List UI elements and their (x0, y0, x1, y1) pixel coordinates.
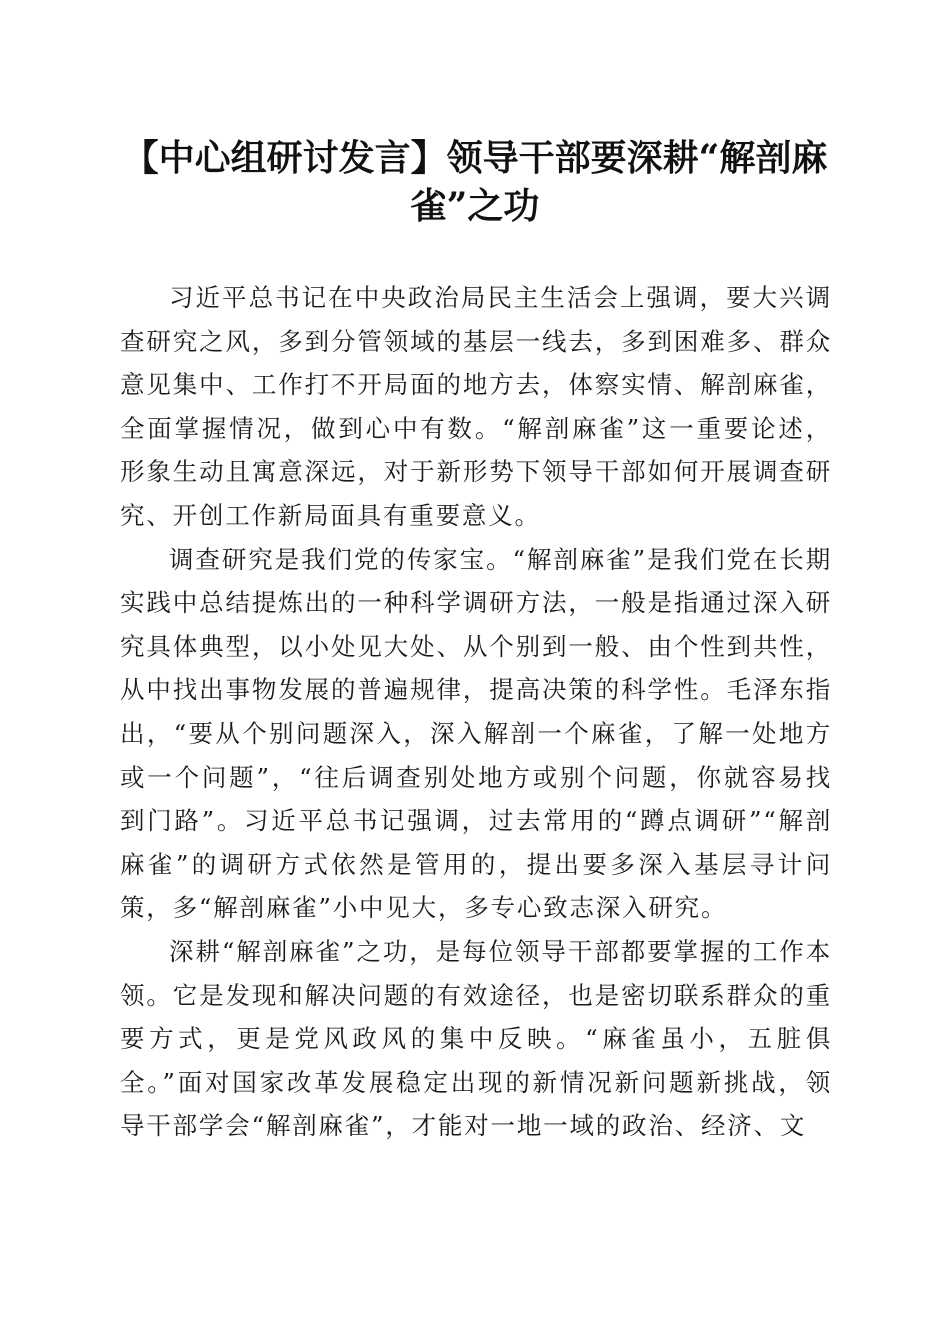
document-body (120, 276, 832, 1148)
document-title: 【中心组研讨发言】领导干部要深耕“解剖麻雀”之功 (122, 137, 828, 227)
paragraph-1: 习近平总书记在中央政治局民主生活会上强调，要大兴调查研究之风，多到分管领域的基层一线去，多到困难多、群众意见集中、工作打不开局面的地方去，体察实情、解剖麻雀，全面掌握情况，做到心中有数。“解剖麻雀”这一重要论述，形象生动且寓意深远，对于新形势下领导干部如何开展调查研究、开创工作新局面具有重要意义。 (120, 283, 832, 530)
paragraph-2: 调查研究是我们党的传家宝。“解剖麻雀”是我们党在长期实践中总结提炼出的一种科学调研方法，一般是指通过深入研究具体典型，以小处见大处、从个别到一般、由个性到共性，从中找出事物发展的普遍规律，提高决策的科学性。毛泽东指出，“要从个别问题深入，深入解剖一个麻雀，了解一处地方或一个问题”，“往后调查别处地方或别个问题，你就容易找到门路”。习近平总书记强调，过去常用的“蹲点调研”“解剖麻雀”的调研方式依然是管用的，提出要多深入基层寻计问策，多“解剖麻雀”小中见大，多专心致志深入研究。 (120, 544, 832, 923)
paragraph-3: 深耕“解剖麻雀”之功，是每位领导干部都要掌握的工作本领。它是发现和解决问题的有效途径，也是密切联系群众的重要方式，更是党风政风的集中反映。“麻雀虽小，五脏俱全。”面对国家改革发展稳定出现的新情况新问题新挑战，领导干部学会“解剖麻雀”，才能对一地一域的政治、经济、文 (120, 936, 832, 1141)
